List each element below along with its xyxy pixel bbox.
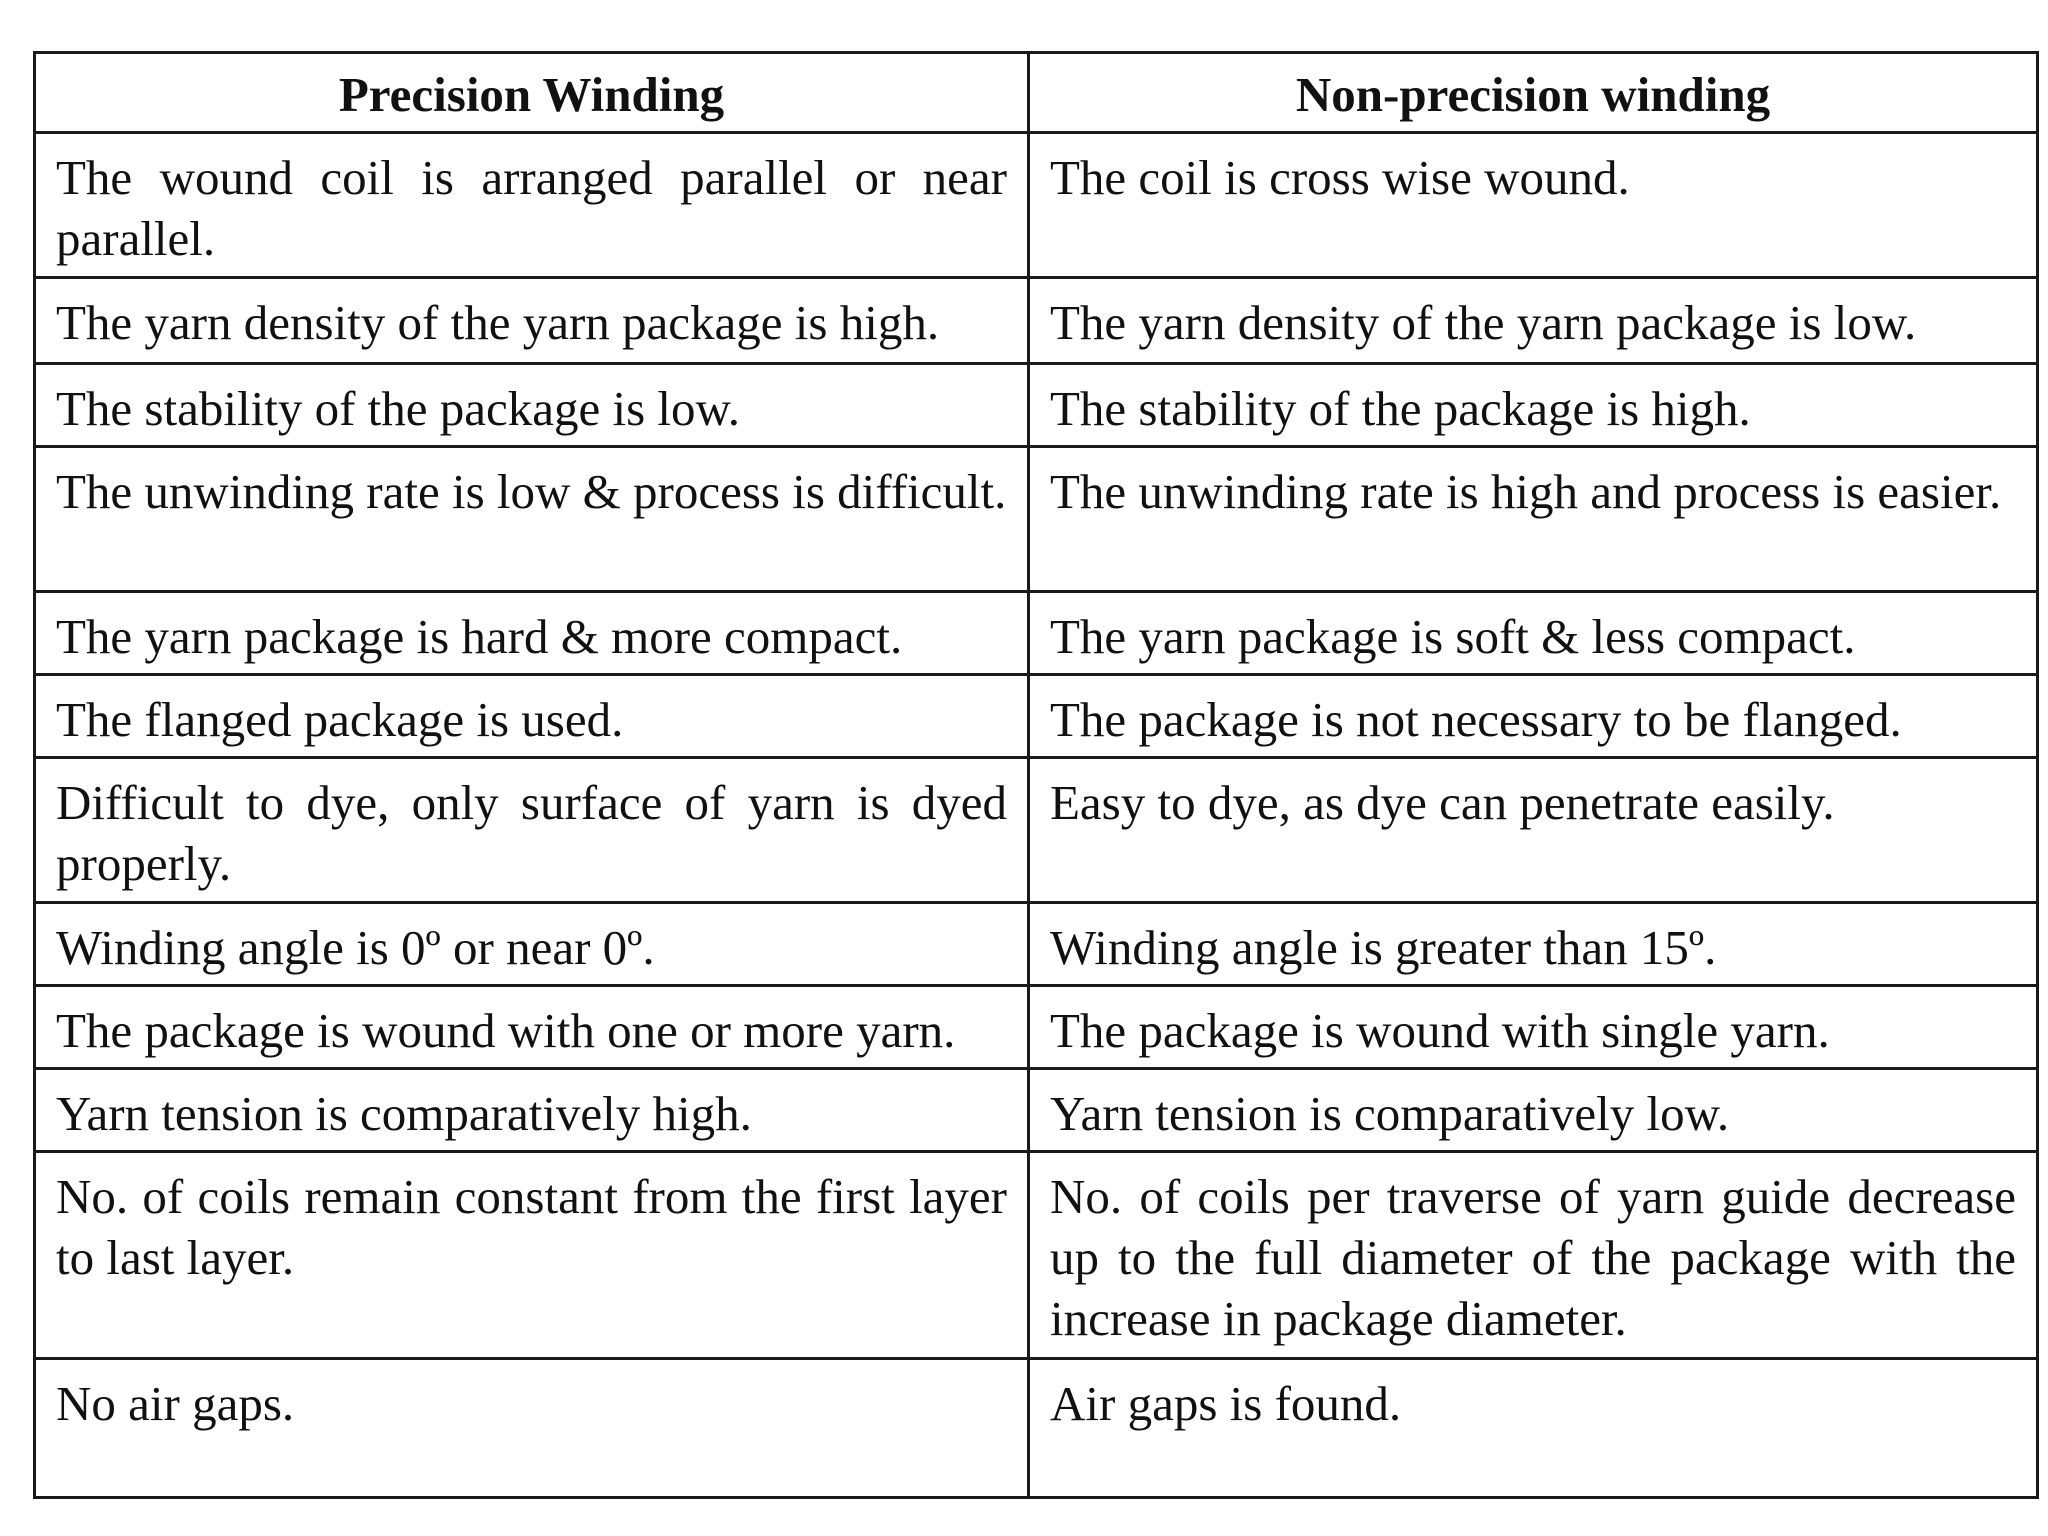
precision-cell: Yarn tension is comparatively high. [35, 1069, 1029, 1152]
winding-comparison-table [33, 51, 2039, 1499]
non-precision-cell: Yarn tension is comparatively low. [1029, 1069, 2038, 1152]
precision-cell: Difficult to dye, only surface of yarn is dyed properly. [35, 758, 1029, 903]
non-precision-cell: The package is not necessary to be flanged. [1029, 675, 2038, 758]
header-precision-winding: Precision Winding [35, 53, 1029, 133]
non-precision-cell: The coil is cross wise wound. [1029, 133, 2038, 278]
non-precision-cell: The yarn density of the yarn package is low. [1029, 278, 2038, 364]
comparison-table-container [33, 51, 2036, 1499]
non-precision-cell: Air gaps is found. [1029, 1359, 2038, 1498]
non-precision-cell: The stability of the package is high. [1029, 364, 2038, 447]
table-row [35, 133, 2038, 278]
precision-cell: The wound coil is arranged parallel or near parallel. [35, 133, 1029, 278]
precision-cell: The yarn density of the yarn package is high. [35, 278, 1029, 364]
table-header-row [35, 53, 2038, 133]
non-precision-cell: No. of coils per traverse of yarn guide decrease up to the full diameter of the package with the increase in package diameter. [1029, 1152, 2038, 1359]
table-row [35, 592, 2038, 675]
table-row [35, 986, 2038, 1069]
non-precision-cell: The package is wound with single yarn. [1029, 986, 2038, 1069]
table-row [35, 447, 2038, 592]
precision-cell: The package is wound with one or more yarn. [35, 986, 1029, 1069]
table-row [35, 1152, 2038, 1359]
precision-cell: The yarn package is hard & more compact. [35, 592, 1029, 675]
non-precision-cell: Easy to dye, as dye can penetrate easily. [1029, 758, 2038, 903]
non-precision-cell: The unwinding rate is high and process is easier. [1029, 447, 2038, 592]
non-precision-cell: The yarn package is soft & less compact. [1029, 592, 2038, 675]
header-non-precision-winding: Non-precision winding [1029, 53, 2038, 133]
precision-cell: Winding angle is 0º or near 0º. [35, 903, 1029, 986]
table-row [35, 364, 2038, 447]
precision-cell: No. of coils remain constant from the first layer to last layer. [35, 1152, 1029, 1359]
precision-cell: The flanged package is used. [35, 675, 1029, 758]
non-precision-cell: Winding angle is greater than 15º. [1029, 903, 2038, 986]
table-row [35, 903, 2038, 986]
table-row [35, 1359, 2038, 1498]
precision-cell: No air gaps. [35, 1359, 1029, 1498]
table-row [35, 758, 2038, 903]
table-row [35, 675, 2038, 758]
table-row [35, 1069, 2038, 1152]
precision-cell: The stability of the package is low. [35, 364, 1029, 447]
table-row [35, 278, 2038, 364]
precision-cell: The unwinding rate is low & process is difficult. [35, 447, 1029, 592]
